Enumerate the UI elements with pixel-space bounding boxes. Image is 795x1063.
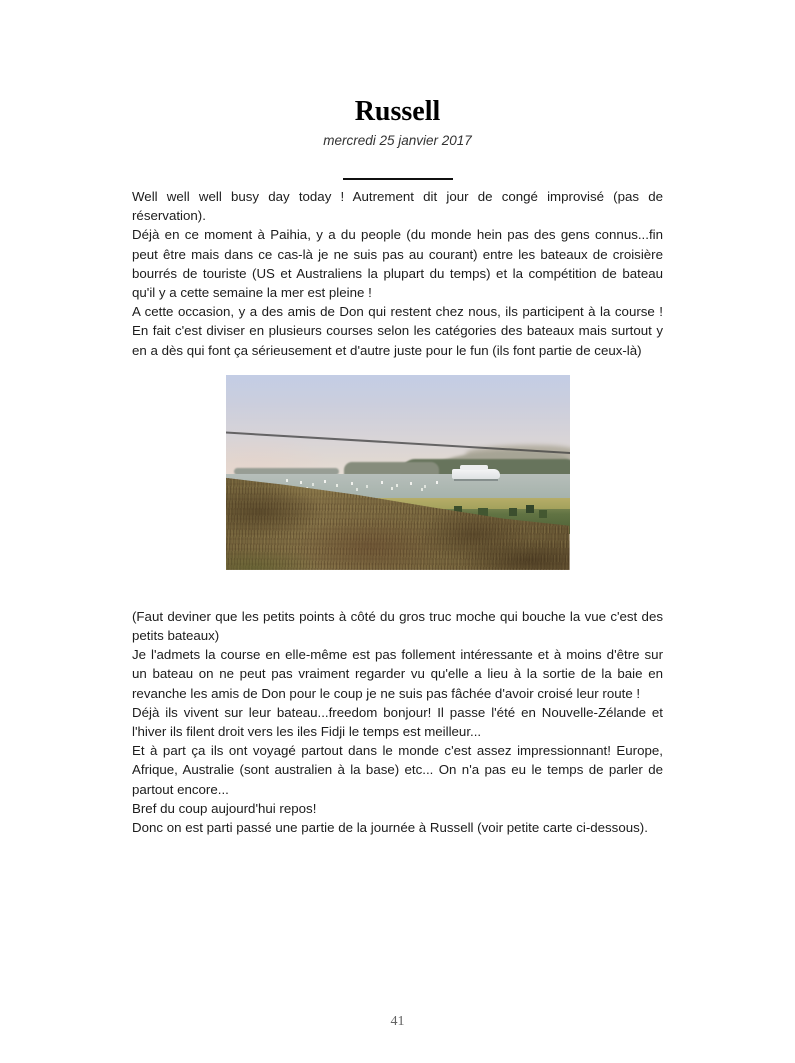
page-header	[0, 0, 795, 149]
paragraph: A cette occasion, y a des amis de Don qui restent chez nous, ils participent à la course ! En fait c'est diviser en plusieurs courses selon les catégories des bateaux mais surtout y en a dès qui font ça sérieusement et d'autre juste pour le fun (ils font partie de ceux-là)	[132, 304, 663, 358]
photo-cruise-ship	[452, 469, 500, 479]
paragraph: (Faut deviner que les petits points à côté du gros truc moche qui bouche la vue c'est des petits bateaux)	[132, 608, 663, 644]
paragraph: Bref du coup aujourd'hui repos!	[132, 800, 317, 816]
paragraph: Déjà en ce moment à Paihia, y a du people (du monde hein pas des gens connus...fin peut être mais dans ce cas-là je ne suis pas au courant) entre les bateaux de croisière bourrés de touriste (US et Australiens la plupart du temps) et la compétition de bateau qu'il y a cette semaine la mer est pleine !	[132, 227, 663, 301]
page-date: mercredi 25 janvier 2017	[323, 133, 472, 148]
landscape-bay-photo	[226, 375, 570, 570]
photo-sailboats	[286, 479, 288, 482]
paragraph: Déjà ils vivent sur leur bateau...freedom bonjour! Il passe l'été en Nouvelle-Zélande et l'hiver ils filent droit vers les iles Fidji le temps est meilleur...	[132, 704, 663, 740]
divider-rule	[343, 178, 453, 180]
body-text-after-photo	[132, 607, 663, 837]
photo-container	[226, 375, 570, 570]
page-number: 41	[390, 1014, 405, 1029]
paragraph: Donc on est parti passé une partie de la journée à Russell (voir petite carte ci-dessous).	[132, 820, 648, 836]
paragraph: Je l'admets la course en elle-même est pas follement intéressante et à moins d'être sur un bateau on ne peut pas vraiment regarder vu qu'elle a lieu à la sortie de la baie en revanche les amis de Don pour le coup je ne suis pas fâchée d'avoir croisé leur route !	[132, 647, 663, 701]
page-title: Russell	[354, 96, 441, 127]
paragraph: Well well well busy day today ! Autrement dit jour de congé improvisé (pas de réservation).	[132, 189, 663, 224]
paragraph: Et à part ça ils ont voyagé partout dans le monde c'est assez impressionnant! Europe, Afrique, Australie (sont australien à la base) etc... On n'a pas eu le temps de parler de partout encore...	[132, 743, 663, 797]
body-text-before-photo	[132, 187, 663, 360]
